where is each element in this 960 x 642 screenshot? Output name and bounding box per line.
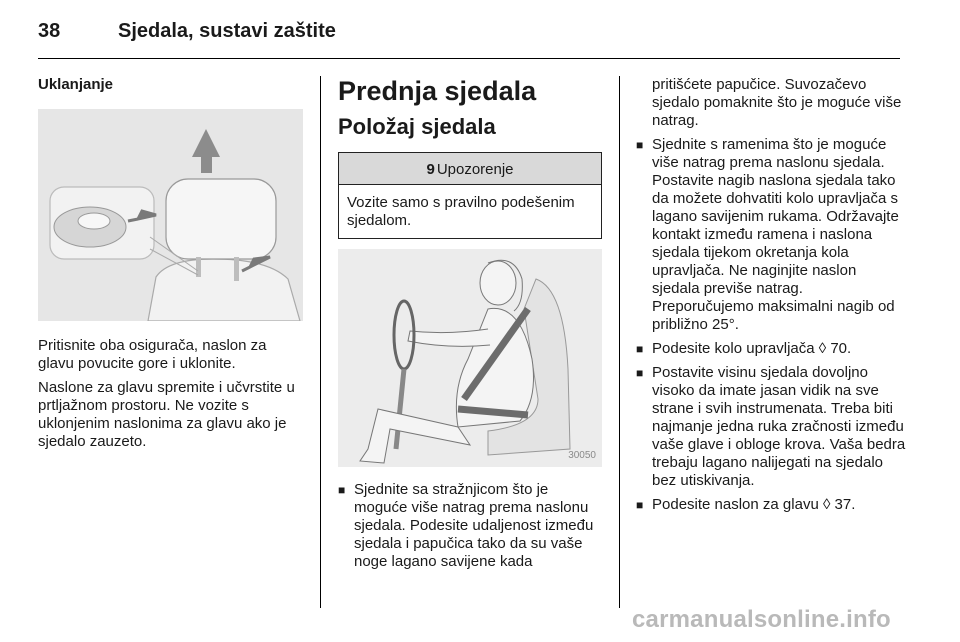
warning-text: Vozite samo s pravilno podešenim sjedalom. (347, 194, 575, 229)
list-item-text: Podesite naslon za glavu ◊ 37. (652, 496, 856, 513)
bullet-icon: ■ (636, 366, 644, 380)
list-item (636, 340, 906, 358)
section-subheading: Položaj sjedala (338, 114, 496, 139)
header-divider (38, 58, 900, 59)
warning-box (338, 152, 602, 239)
column-divider (619, 76, 620, 608)
headrest-post (234, 257, 239, 281)
warning-title: Upozorenje (436, 161, 514, 178)
page-header (38, 16, 900, 56)
bullet-icon: ■ (636, 138, 644, 152)
seated-driver-drawing (338, 249, 602, 467)
list-item (338, 481, 602, 571)
instruction-paragraph: Naslone za glavu spremite i učvrstite u prtljažnom prostoru. Ne vozite s uklonjenim naslonima za glavu ako je sjedalo zauzeto. (38, 379, 295, 450)
section-heading: Prednja sjedala (338, 76, 537, 106)
bullet-icon: ■ (338, 483, 346, 497)
warning-icon: 9 (426, 161, 435, 178)
headrest-removal-illustration (38, 109, 303, 321)
instruction-list (338, 481, 602, 571)
warning-header (339, 153, 601, 185)
lock-button (78, 213, 110, 229)
list-item (636, 136, 906, 334)
section-subheading: Uklanjanje (38, 76, 114, 93)
middle-column (338, 76, 602, 577)
continued-text: pritišćete papučice. Suvozačevo sjedalo pomaknite što je moguće više natrag. (652, 76, 902, 129)
instruction-paragraph: Pritisnite oba osigurača, naslon za glavu povucite gore i uklonite. (38, 337, 267, 372)
up-arrow-icon (192, 129, 220, 173)
seat-back-shape (148, 259, 300, 321)
list-item (636, 496, 906, 514)
list-item-text: Podesite kolo upravljača ◊ 70. (652, 340, 852, 357)
page-number: 38 (38, 20, 61, 42)
column-divider (320, 76, 321, 608)
headrest-removal-drawing (38, 109, 303, 321)
figure-code: 30050 (568, 450, 596, 461)
list-item-text: Postavite visinu sjedala dovoljno visoko da imate jasan vidik na sve strane i svih instrumenata. Treba biti najmanje jedna ruka zračnosti između vaše glave i obloge krova. Vaša bedra trebaju lagano nalijegati na sjedalo bez utiskivanja. (652, 364, 906, 489)
list-item-text: Sjednite s ramenima što je moguće više natrag prema naslonu sjedala. Postavite nagib naslona sjedala tako da možete dohvatiti kolo upravljača s lagano savijenim rukama. Održavajte kontakt između ramena i naslona sjedala tijekom okretanja kola upravljača. Ne naginjite naslon sjedala previše natrag. Preporučujemo maksimalni nagib od približno 25°. (652, 136, 899, 333)
instruction-list (636, 136, 906, 514)
list-item (636, 364, 906, 490)
driver-head (480, 261, 516, 305)
list-item-text: Sjednite sa stražnjicom što je moguće više natrag prema naslonu sjedala. Podesite udaljenost između sjedala i papučica tako da su vaše noge lagano savijene kada (354, 481, 594, 570)
chapter-title: Sjedala, sustavi zaštite (118, 20, 336, 42)
bullet-icon: ■ (636, 342, 644, 356)
left-column (38, 76, 306, 457)
seating-position-illustration (338, 249, 602, 467)
bullet-icon: ■ (636, 498, 644, 512)
headrest-shape (166, 179, 276, 259)
watermark: carmanualsonline.info (632, 606, 891, 633)
right-column (636, 76, 906, 520)
